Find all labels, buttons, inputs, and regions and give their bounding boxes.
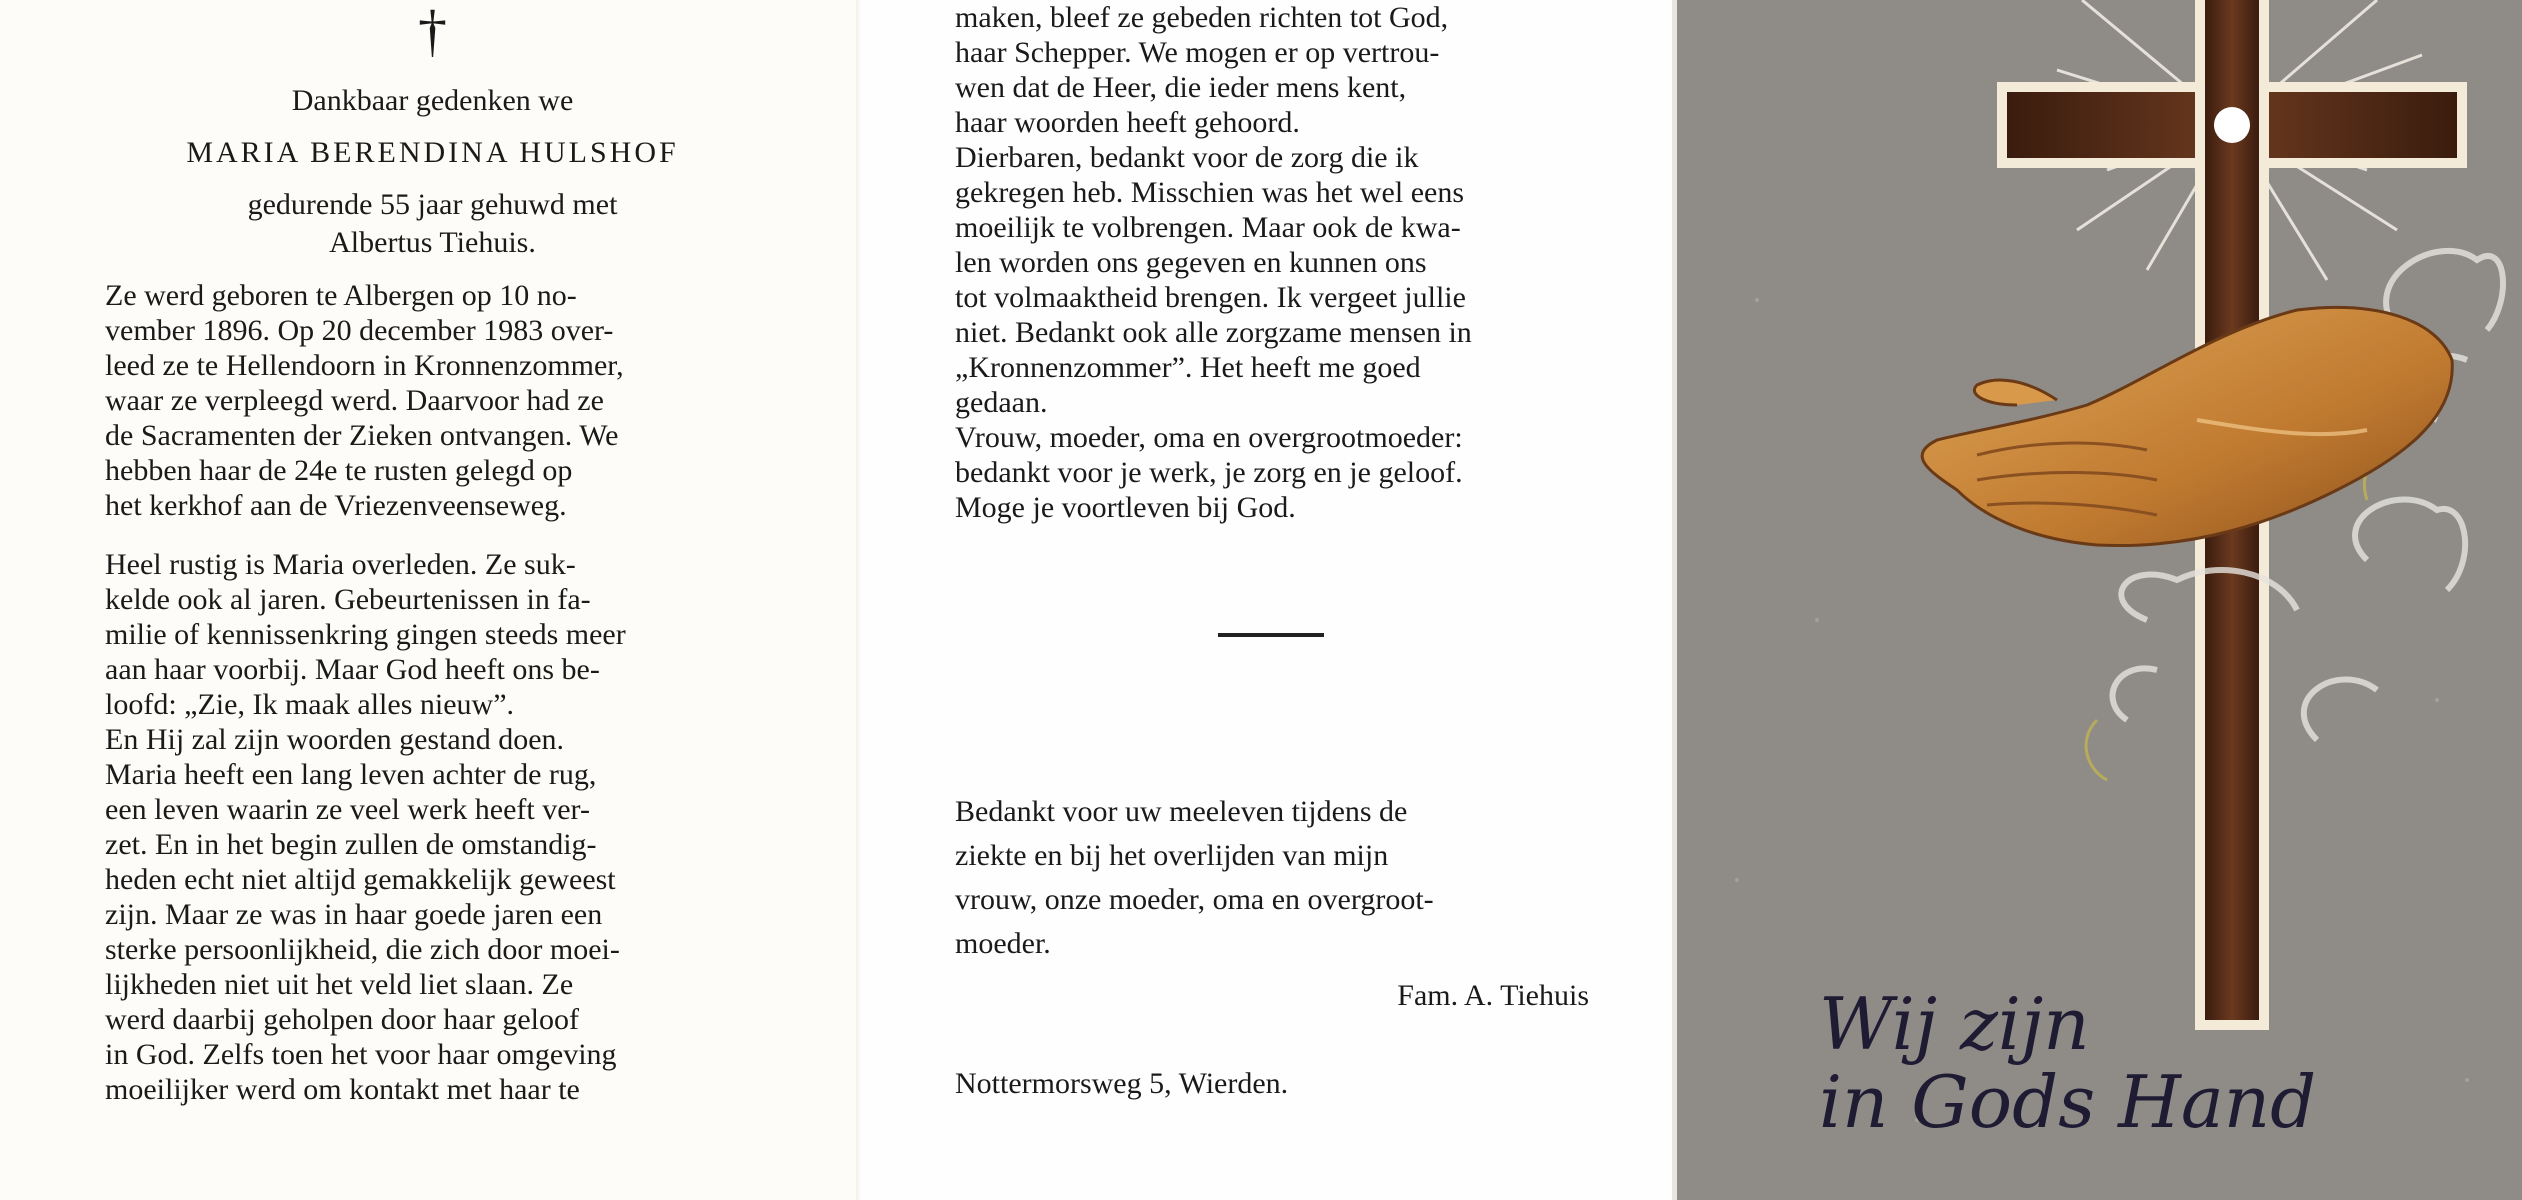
text-line: Vrouw, moeder, oma en overgrootmoeder: [955, 421, 1463, 454]
text-line: de Sacramenten der Zieken ontvangen. We [105, 419, 619, 452]
text-line: gedaan. [955, 386, 1048, 419]
text-line: wen dat de Heer, die ieder mens kent, [955, 71, 1407, 104]
text-line: Heel rustig is Maria overleden. Ze suk- [105, 548, 576, 581]
text-line: En Hij zal zijn woorden gestand doen. [105, 723, 565, 756]
text-line: len worden ons gegeven en kunnen ons [955, 246, 1427, 279]
cover-image [1677, 0, 2522, 1200]
address: Nottermorsweg 5, Wierden. [955, 1067, 1289, 1100]
text-line: haar Schepper. We mogen er op vertrou- [955, 36, 1440, 69]
text-line: maken, bleef ze gebeden richten tot God, [955, 1, 1449, 34]
text-line: Maria heeft een lang leven achter de rug, [105, 758, 597, 791]
cross-star [2214, 107, 2250, 143]
biography-paragraph [105, 278, 760, 523]
text-line: hebben haar de 24e te rusten gelegd op [105, 454, 573, 487]
text-line: loofd: „Zie, Ik maak alles nieuw”. [105, 688, 515, 721]
cover-caption [1819, 982, 2379, 1144]
text-line: in God. Zelfs toen het voor haar omgeving [105, 1038, 617, 1071]
caption-line-2: in Gods Hand [1819, 1060, 2317, 1144]
text-line: ziekte en bij het overlijden van mijn [955, 839, 1389, 872]
married-line-2: Albertus Tiehuis. [329, 226, 536, 259]
divider-line [1218, 633, 1324, 637]
text-line: een leven waarin ze veel werk heeft ver- [105, 793, 590, 826]
text-line: vember 1896. Op 20 december 1983 over- [105, 314, 614, 347]
text-line: niet. Bedankt ook alle zorgzame mensen in [955, 316, 1472, 349]
text-line: waar ze verpleegd werd. Daarvoor had ze [105, 384, 604, 417]
deceased-name: MARIA BERENDINA HULSHOF [186, 136, 679, 169]
text-line: haar woorden heeft gehoord. [955, 106, 1300, 139]
continuation-paragraph [955, 0, 1589, 525]
text-line: vrouw, onze moeder, oma en overgroot- [955, 883, 1434, 916]
left-page [0, 0, 860, 1200]
text-line: het kerkhof aan de Vriezenveenseweg. [105, 489, 567, 522]
text-line: Dierbaren, bedankt voor de zorg die ik [955, 141, 1419, 174]
text-line: moeder. [955, 927, 1051, 960]
text-line: bedankt voor je werk, je zorg en je geloof. [955, 456, 1463, 489]
text-line: Bedankt voor uw meeleven tijdens de [955, 795, 1408, 828]
intro-line: Dankbaar gedenken we [291, 84, 574, 117]
text-line: Moge je voortleven bij God. [955, 491, 1296, 524]
text-line: lijkheden niet uit het veld liet slaan. Ze [105, 968, 574, 1001]
text-line: zet. En in het begin zullen de omstandig- [105, 828, 597, 861]
middle-page [860, 0, 1677, 1200]
text-line: sterke persoonlijkheid, die zich door moei- [105, 933, 620, 966]
thanks-paragraph [955, 790, 1589, 966]
text-line: moeilijk te volbrengen. Maar ook de kwa- [955, 211, 1461, 244]
text-line: tot volmaaktheid brengen. Ik vergeet jullie [955, 281, 1466, 314]
text-line: moeilijker werd om kontakt met haar te [105, 1073, 580, 1106]
family-signature: Fam. A. Tiehuis [1397, 979, 1589, 1012]
text-line: „Kronnenzommer”. Het heeft me goed [955, 351, 1421, 384]
text-line: leed ze te Hellendoorn in Kronnenzommer, [105, 349, 624, 382]
text-line: milie of kennissenkring gingen steeds meer [105, 618, 626, 651]
remembrance-paragraph [105, 547, 760, 1107]
text-line: heden echt niet altijd gemakkelijk geweest [105, 863, 616, 896]
cross-icon: † [418, 0, 447, 63]
married-line-1: gedurende 55 jaar gehuwd met [247, 188, 618, 221]
text-line: gekregen heb. Misschien was het wel eens [955, 176, 1465, 209]
text-line: kelde ook al jaren. Gebeurtenissen in fa- [105, 583, 591, 616]
text-line: Ze werd geboren te Albergen op 10 no- [105, 279, 577, 312]
text-line: aan haar voorbij. Maar God heeft ons be- [105, 653, 600, 686]
text-line: zijn. Maar ze was in haar goede jaren een [105, 898, 603, 931]
caption-line-1: Wij zijn [1819, 982, 2090, 1066]
text-line: werd daarbij geholpen door haar geloof [105, 1003, 579, 1036]
